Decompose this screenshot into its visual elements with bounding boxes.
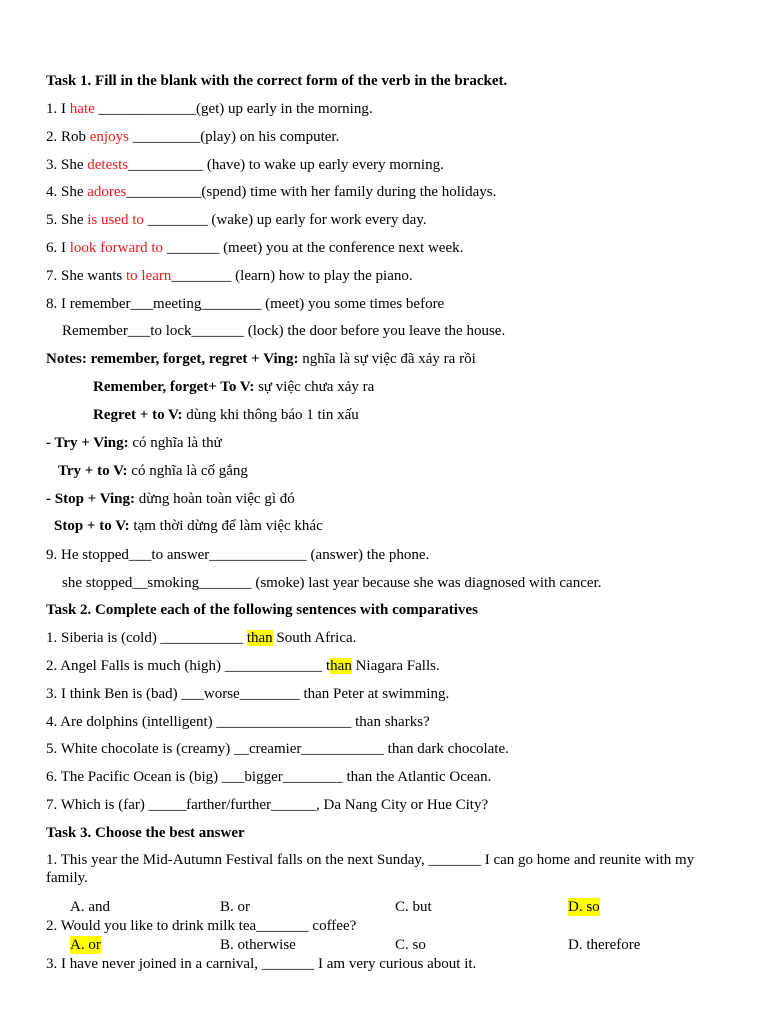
task1-item-3 xyxy=(46,156,444,174)
option-d: D. therefore xyxy=(568,937,641,953)
task2-item-2 xyxy=(46,657,440,675)
task2-item-1 xyxy=(46,629,356,647)
item-text: __________(spend) time with her family during the holidays. xyxy=(126,184,497,200)
task2-item-6: 6. The Pacific Ocean is (big) ___bigger________ than the Atlantic Ocean. xyxy=(46,769,492,785)
item-text: _________(play) on his computer. xyxy=(128,129,340,145)
task1-item-8a: 8. I remember___meeting________ (meet) you some times before xyxy=(46,296,445,312)
note-4 xyxy=(46,434,222,452)
note-text: sự việc chưa xảy ra xyxy=(254,379,375,395)
item-text: Niagara Falls. xyxy=(351,658,440,674)
key-verb: look forward to xyxy=(69,240,164,256)
item-text: 6. I xyxy=(46,240,70,256)
task1-item-9b: she stopped__smoking_______ (smoke) last year because she was diagnosed with cancer. xyxy=(62,575,602,591)
option-d-correct: D. so xyxy=(568,899,600,915)
key-verb: adores xyxy=(87,184,127,200)
task1-item-7 xyxy=(46,267,413,285)
task1-item-5 xyxy=(46,211,427,229)
task1-item-2 xyxy=(46,128,339,146)
item-text: South Africa. xyxy=(272,630,357,646)
item-text: 5. She xyxy=(46,212,88,228)
task3-question-3: 3. I have never joined in a carnival, _______ I am very curious about it. xyxy=(46,956,477,972)
task1-title: Task 1. Fill in the blank with the correct form of the verb in the bracket. xyxy=(46,73,508,89)
task3-question-2: 2. Would you like to drink milk tea_______ coffee? xyxy=(46,918,357,934)
task1-item-6 xyxy=(46,239,463,257)
item-text: _____________(get) up early in the morning. xyxy=(94,101,373,117)
key-verb: enjoys xyxy=(89,129,129,145)
note-label: Stop + to V: xyxy=(54,518,130,534)
item-text: _______ (meet) you at the conference next week. xyxy=(163,240,464,256)
task3-question-1: 1. This year the Mid-Autumn Festival falls on the next Sunday, _______ I can go home and reunite with my family. xyxy=(46,852,695,886)
key-verb: to learn xyxy=(126,268,172,284)
note-label: - Try + Ving: xyxy=(46,435,129,451)
item-text: 4. She xyxy=(46,184,88,200)
option-c: C. so xyxy=(395,937,426,953)
item-text: __________ (have) to wake up early every morning. xyxy=(128,157,444,173)
note-text: tạm thời dừng để làm việc khác xyxy=(129,518,323,534)
note-3 xyxy=(93,406,359,424)
note-7 xyxy=(54,517,323,535)
highlighted-word: than xyxy=(246,630,273,646)
note-2 xyxy=(93,378,374,396)
option-a-correct: A. or xyxy=(70,937,101,953)
note-label: Remember, forget+ To V: xyxy=(93,379,255,395)
task2-title: Task 2. Complete each of the following sentences with comparatives xyxy=(46,602,478,618)
note-label: Notes: remember, forget, regret + Ving: xyxy=(46,351,299,367)
task1-item-1 xyxy=(46,100,373,118)
item-text: 1. I xyxy=(46,101,70,117)
item-text: 3. She xyxy=(46,157,88,173)
item-text: 2. Angel Falls is much (high) _____________ t xyxy=(46,658,331,674)
task2-item-4: 4. Are dolphins (intelligent) __________________ than sharks? xyxy=(46,714,430,730)
note-text: có nghĩa là cố gắng xyxy=(127,463,248,479)
note-text: dùng khi thông báo 1 tin xấu xyxy=(182,407,359,423)
note-label: Regret + to V: xyxy=(93,407,183,423)
note-label: - Stop + Ving: xyxy=(46,491,135,507)
task1-item-4 xyxy=(46,183,496,201)
item-text: ________ (wake) up early for work every day. xyxy=(143,212,427,228)
option-c: C. but xyxy=(395,899,432,915)
item-text: 2. Rob xyxy=(46,129,90,145)
option-b: B. or xyxy=(220,899,250,915)
item-text: 1. Siberia is (cold) ___________ xyxy=(46,630,247,646)
item-text: 7. She wants xyxy=(46,268,126,284)
note-6 xyxy=(46,490,295,508)
task2-item-5: 5. White chocolate is (creamy) __creamier___________ than dark chocolate. xyxy=(46,741,509,757)
note-text: có nghĩa là thử xyxy=(128,435,222,451)
note-1 xyxy=(46,350,476,368)
note-text: dừng hoàn toàn việc gì đó xyxy=(134,491,295,507)
task1-item-8b: Remember___to lock_______ (lock) the door before you leave the house. xyxy=(62,323,506,339)
task2-item-3: 3. I think Ben is (bad) ___worse________ than Peter at swimming. xyxy=(46,686,450,702)
key-verb: detests xyxy=(87,157,129,173)
note-text: nghĩa là sự việc đã xảy ra rồi xyxy=(298,351,476,367)
key-verb: hate xyxy=(69,101,95,117)
highlighted-word: han xyxy=(330,658,352,674)
item-text: ________ (learn) how to play the piano. xyxy=(171,268,413,284)
task1-item-9a: 9. He stopped___to answer_____________ (answer) the phone. xyxy=(46,547,430,563)
note-5 xyxy=(58,462,248,480)
option-b: B. otherwise xyxy=(220,937,296,953)
task2-item-7: 7. Which is (far) _____farther/further______, Da Nang City or Hue City? xyxy=(46,797,489,813)
task3-title: Task 3. Choose the best answer xyxy=(46,825,245,841)
option-a: A. and xyxy=(70,899,110,915)
note-label: Try + to V: xyxy=(58,463,128,479)
key-verb: is used to xyxy=(87,212,144,228)
